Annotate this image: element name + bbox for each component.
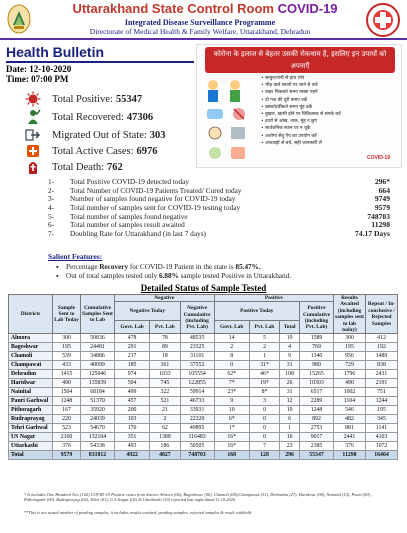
table-cell: 108	[280, 370, 300, 379]
table-cell: 433	[53, 361, 81, 370]
table-cell: 21	[150, 406, 180, 415]
table-row	[9, 334, 398, 343]
table-cell: 170	[115, 424, 150, 433]
table-cell: 185	[115, 361, 150, 370]
table-cell: 490	[53, 379, 81, 388]
table-cell: 0	[249, 433, 279, 442]
total-cell: 4922	[115, 451, 150, 460]
district-cell: US Nagar	[9, 433, 53, 442]
table-cell: 956	[334, 352, 366, 361]
list-item: • अफवाहों से बचें, सही जानकारी लें	[261, 140, 322, 146]
table-cell: 2431	[366, 370, 398, 379]
table-cell: 19	[280, 334, 300, 343]
list-item: • साबुन/पानी से हाथ धोएं	[261, 76, 305, 81]
table-cell: 6	[280, 415, 300, 424]
table-row	[9, 406, 398, 415]
table-cell: 345	[366, 415, 398, 424]
table-cell: 300	[53, 334, 81, 343]
table-cell: 10	[280, 406, 300, 415]
table-cell: 539	[53, 352, 81, 361]
table-cell: 105554	[180, 370, 214, 379]
table-cell: 7*	[214, 379, 249, 388]
list-item: • दो गज की दूरी बनाए रखें	[261, 97, 307, 103]
table-cell: 2289	[300, 397, 334, 406]
table-cell: 322	[150, 388, 180, 397]
header-subtitle-directorate: Directorate of Medical Health & Family Welfare, Uttarakhand, Dehradun	[89, 27, 311, 36]
list-item: 3- Number of samples found negative for COVID-19 today 9749	[48, 194, 390, 204]
poster-guidelines-list	[261, 75, 401, 147]
table-cell: 980	[300, 361, 334, 370]
table-row	[9, 388, 398, 397]
table-cell: 195	[366, 406, 398, 415]
page-header	[0, 0, 407, 40]
list-item: 6- Total number of samples result awaited 11298	[48, 220, 390, 230]
col-repeat-inconclusive: Repeat / In-conclusive / Rejected Samples	[366, 295, 398, 334]
col-negative-cumulative: Negative Cumulative (including Pvt. Lab)	[180, 302, 214, 334]
stat-total-death: Total Death: 762	[22, 158, 123, 176]
table-cell: 22320	[180, 415, 214, 424]
table-cell: 2441	[334, 433, 366, 442]
col-group-positive: Positive	[214, 295, 333, 302]
list-item: • भीड़ वाले स्थानों पर जाने से बचें	[261, 83, 318, 89]
table-cell: 6517	[300, 388, 334, 397]
table-cell: 89	[150, 343, 180, 352]
list-item: • खांसते/छींकते समय मुंह ढकें	[261, 104, 313, 110]
table-total-row	[9, 451, 398, 460]
table-row	[9, 415, 398, 424]
table-cell: 19*	[249, 379, 279, 388]
table-cell: 478	[115, 334, 150, 343]
national-health-mission-logo-icon	[363, 2, 403, 38]
table-cell: 35920	[81, 406, 115, 415]
table-cell: 50505	[180, 442, 214, 451]
header-title: Uttarakhand State Control Room COVID-19	[72, 1, 338, 16]
table-cell: 1248	[53, 397, 81, 406]
table-cell: 2160	[53, 433, 81, 442]
table-cell: 33931	[180, 406, 214, 415]
table-cell: 546	[334, 406, 366, 415]
table-cell: 1489	[366, 352, 398, 361]
table-cell: 23325	[180, 343, 214, 352]
total-cell: 748703	[180, 451, 214, 460]
table-cell: 16	[280, 433, 300, 442]
table-cell: 412	[366, 334, 398, 343]
table-cell: 54338	[81, 442, 115, 451]
list-item: • हाथों से आंख, नाक, मुंह न छुएं	[261, 119, 317, 125]
table-cell: 0	[249, 406, 279, 415]
table-cell: 1340	[300, 352, 334, 361]
table-cell: 6*	[214, 415, 249, 424]
table-cell: 9	[214, 397, 249, 406]
bulletin-time: Time: 07:00 PM	[6, 74, 69, 84]
prevention-illustrations-icon	[201, 77, 257, 165]
bulletin-date: Date: 12-10-2020	[6, 64, 72, 74]
table-cell: 48535	[180, 334, 214, 343]
table-cell: 521	[150, 397, 180, 406]
table-cell: 31*	[249, 361, 279, 370]
table-cell: 482	[334, 415, 366, 424]
table-cell: 116483	[180, 433, 214, 442]
table-cell: 769	[300, 343, 334, 352]
table-row	[9, 442, 398, 451]
district-cell: Uttarkashi	[9, 442, 53, 451]
footnote-pending-samples: **This is not actual number of pending samples, it includes results awaited, pending samples, rejected samples & result withheld.	[24, 510, 253, 515]
table-cell: 1248	[300, 406, 334, 415]
table-row	[9, 352, 398, 361]
col-positive-cumulative: Positive Cumulative (including Pvt. Lab)	[300, 302, 334, 334]
table-cell: 9017	[300, 433, 334, 442]
list-item: • बाहर निकलते समय मास्क पहनें	[261, 90, 318, 96]
table-cell: 838	[366, 361, 398, 370]
table-cell: 220	[53, 415, 81, 424]
table-cell: 2	[150, 415, 180, 424]
recovered-person-icon	[22, 108, 44, 126]
poster-title: कोरोना के इलाज से बेहतर उसकी रोकथाम है, इसलिए इन उपायों को अपनाएँ	[205, 47, 395, 73]
table-cell: 24481	[81, 343, 115, 352]
table-cell: 26	[280, 379, 300, 388]
district-cell: Bageshwar	[9, 343, 53, 352]
col-pos-pvt-lab: Pvt. Lab	[249, 321, 279, 334]
table-row	[9, 343, 398, 352]
table-cell: 217	[115, 352, 150, 361]
salient-bullet-positivity: ▪ Out of total samples tested only 6.88% sample tested Positive in Uttarakhand.	[66, 272, 291, 280]
table-cell: 745	[150, 379, 180, 388]
table-cell: 504	[115, 379, 150, 388]
table-cell: 18	[150, 352, 180, 361]
col-neg-pvt-lab: Pvt. Lab	[150, 321, 180, 334]
table-cell: 16*	[214, 442, 249, 451]
table-cell: 1415	[53, 370, 81, 379]
district-cell: Nainital	[9, 388, 53, 397]
table-cell: 7	[249, 442, 279, 451]
list-item: 2- Total Number of COVID-19 Patients Treated/ Cured today 664	[48, 185, 390, 195]
table-cell: 0	[249, 415, 279, 424]
table-cell: 8	[214, 352, 249, 361]
table-cell: 167	[53, 406, 81, 415]
stat-total-positive: Total Positive: 55347	[22, 90, 142, 108]
total-cell: 831812	[81, 451, 115, 460]
table-cell: 12	[280, 397, 300, 406]
total-cell: 16464	[366, 451, 398, 460]
table-cell: 59914	[180, 388, 214, 397]
list-item: • आरोग्य सेतु ऐप का उपयोग करें	[261, 133, 317, 139]
table-cell: 23	[280, 442, 300, 451]
awareness-poster	[196, 44, 402, 168]
table-cell: 1	[280, 424, 300, 433]
list-item: 4- Total number of samples sent for COVID-19 testing today 9579	[48, 203, 390, 213]
table-cell: 490	[334, 379, 366, 388]
table-cell: 8*	[249, 388, 279, 397]
table-cell: 1389	[150, 433, 180, 442]
table-cell: 291	[115, 343, 150, 352]
table-cell: 0	[214, 361, 249, 370]
total-cell: 168	[214, 451, 249, 460]
total-cell: Total	[9, 451, 53, 460]
list-item: 5- Total number of samples found negative 748703	[48, 211, 390, 221]
table-cell: 1796	[334, 370, 366, 379]
table-title: Detailed Status of Sample Tested	[140, 283, 267, 293]
table-cell: 499	[115, 388, 150, 397]
district-cell: Rudraprayag	[9, 415, 53, 424]
table-cell: 892	[300, 415, 334, 424]
table-cell: 50836	[81, 334, 115, 343]
total-cell: 11298	[334, 451, 366, 460]
table-row	[9, 361, 398, 370]
table-cell: 376	[334, 442, 366, 451]
table-cell: 125046	[81, 370, 115, 379]
table-cell: 2	[214, 343, 249, 352]
bulletin-title: Health Bulletin	[6, 44, 105, 60]
table-cell: 1072	[366, 442, 398, 451]
table-cell: 54670	[81, 424, 115, 433]
table-cell: 23*	[214, 388, 249, 397]
col-positive-today: Positive Today	[214, 302, 299, 321]
table-cell: 195	[334, 343, 366, 352]
table-cell: 31	[280, 361, 300, 370]
list-item: 1- Total Positive COVID-19 detected today 296*	[48, 177, 390, 186]
table-cell: 1104	[334, 397, 366, 406]
list-item: • बुखार, खांसी होने पर चिकित्सक से संपर्क करें	[261, 112, 341, 118]
table-cell: 37552	[180, 361, 214, 370]
table-cell: 192	[366, 343, 398, 352]
table-row	[9, 397, 398, 406]
district-cell: Pithoragarh	[9, 406, 53, 415]
table-row	[9, 370, 398, 379]
table-row	[9, 433, 398, 442]
district-cell: Champawat	[9, 361, 53, 370]
table-cell: 5	[249, 334, 279, 343]
col-pos-govt-lab: Govt. Lab	[214, 321, 249, 334]
table-cell: 40099	[81, 361, 115, 370]
list-item: • सार्वजनिक स्थान पर न थूकें	[261, 126, 311, 132]
col-negative-today: Negative Today	[115, 302, 181, 321]
table-cell: 3	[249, 397, 279, 406]
table-cell: 1033	[150, 370, 180, 379]
table-cell: 62	[150, 424, 180, 433]
table-cell: 1	[249, 352, 279, 361]
state-emblem-icon	[6, 3, 32, 35]
table-cell: 2753	[300, 424, 334, 433]
table-cell: 122855	[180, 379, 214, 388]
bulletin-underline	[6, 61, 194, 63]
table-cell: 31101	[180, 352, 214, 361]
table-cell: 195	[53, 343, 81, 352]
table-cell: 457	[115, 397, 150, 406]
table-cell: 2	[249, 343, 279, 352]
table-cell: 493	[115, 442, 150, 451]
district-cell: Pauri Garhwal	[9, 397, 53, 406]
table-cell: 881	[334, 424, 366, 433]
table-cell: 24039	[81, 415, 115, 424]
table-cell: 729	[334, 361, 366, 370]
table-cell: 0	[249, 424, 279, 433]
district-cell: Tehri Garhwal	[9, 424, 53, 433]
col-results-awaited: Results Awaited (including samples sent to lab today)	[335, 295, 364, 334]
table-row	[9, 424, 398, 433]
list-item: 7- Doubling Rate for Uttarakhand (in last 7 days) 74.17 Days	[48, 229, 390, 239]
table-cell: 1002	[334, 388, 366, 397]
death-icon	[22, 158, 44, 176]
table-cell: 523	[53, 424, 81, 433]
col-cumulative-sent: Cumulative Samples Sent to Lab	[81, 295, 115, 334]
col-districts: Districts	[9, 295, 53, 334]
total-cell: 9579	[53, 451, 81, 460]
table-cell: 351	[115, 433, 150, 442]
district-cell: Chamoli	[9, 352, 53, 361]
table-cell: 78	[150, 334, 180, 343]
table-cell: 751	[366, 388, 398, 397]
virus-icon	[22, 90, 44, 108]
table-cell: 51370	[81, 397, 115, 406]
table-cell: 1504	[53, 388, 81, 397]
table-cell: 103	[115, 415, 150, 424]
table-cell: 10303	[300, 379, 334, 388]
table-cell: 4	[280, 343, 300, 352]
col-sample-sent-today: Sample Sent to Lab Today	[53, 295, 81, 334]
total-cell: 4827	[150, 451, 180, 460]
table-cell: 1*	[214, 424, 249, 433]
total-cell: 55347	[300, 451, 334, 460]
district-cell: Dehradun	[9, 370, 53, 379]
col-pos-total: Total	[280, 321, 300, 334]
table-cell: 68184	[81, 388, 115, 397]
header-subtitle-programme: Integrated Disease Surveillance Programme	[124, 18, 276, 27]
district-cell: Haridwar	[9, 379, 53, 388]
table-cell: 361	[150, 361, 180, 370]
table-cell: 4163	[366, 433, 398, 442]
stat-migrated-out: Migrated Out of State: 303	[22, 126, 166, 144]
salient-bullet-recovery: ▪ Percentage Recovery for COVID-19 Patient in the state is 85.47%.	[66, 263, 261, 271]
footnote-included-cases: * It includes One Hundred Two (102) COVID-19 Positive cases from district Almora (06), Bageshwar (00), Chamoli (00),Champawat (31), Dehradun (27), Haridwar (00), Nainital (15), Pauri (00) , Pithoragarh (00), Rudraprayag (02), Tehri (01), U.S.Nagar (02) & Uttarkashi (19) reported last night dated 11.10.2020.	[24, 492, 373, 503]
table-cell: 300	[334, 334, 366, 343]
salient-features-heading: Salient Features:	[48, 252, 103, 261]
table-cell: 15265	[300, 370, 334, 379]
table-row	[9, 379, 398, 388]
table-cell: 1589	[300, 334, 334, 343]
table-cell: 62*	[214, 370, 249, 379]
district-cell: Almora	[9, 334, 53, 343]
summary-list	[48, 178, 390, 239]
stat-active-cases: Total Active Cases: 6976	[22, 142, 158, 160]
table-cell: 186	[150, 442, 180, 451]
table-cell: 34886	[81, 352, 115, 361]
table-cell: 9	[280, 352, 300, 361]
col-neg-govt-lab: Govt. Lab	[115, 321, 150, 334]
table-cell: 49895	[180, 424, 214, 433]
table-cell: 46733	[180, 397, 214, 406]
table-cell: 200	[115, 406, 150, 415]
table-cell: 1244	[366, 397, 398, 406]
table-cell: 974	[115, 370, 150, 379]
table-cell: 2191	[366, 379, 398, 388]
poster-footer-logo: COVID-19	[367, 155, 391, 161]
col-group-negative: Negative	[115, 295, 215, 302]
table-cell: 135839	[81, 379, 115, 388]
table-cell: 376	[53, 442, 81, 451]
sample-status-table	[8, 294, 398, 460]
table-cell: 14	[214, 334, 249, 343]
table-cell: 16*	[214, 433, 249, 442]
table-cell: 1141	[366, 424, 398, 433]
table-cell: 10	[214, 406, 249, 415]
total-cell: 128	[249, 451, 279, 460]
table-cell: 46*	[249, 370, 279, 379]
table-cell: 132104	[81, 433, 115, 442]
stat-total-recovered: Total Recovered: 47306	[22, 108, 153, 126]
table-cell: 31	[280, 388, 300, 397]
table-cell: 2385	[300, 442, 334, 451]
total-cell: 296	[280, 451, 300, 460]
covid-logo-text: COVID-19	[277, 1, 338, 16]
